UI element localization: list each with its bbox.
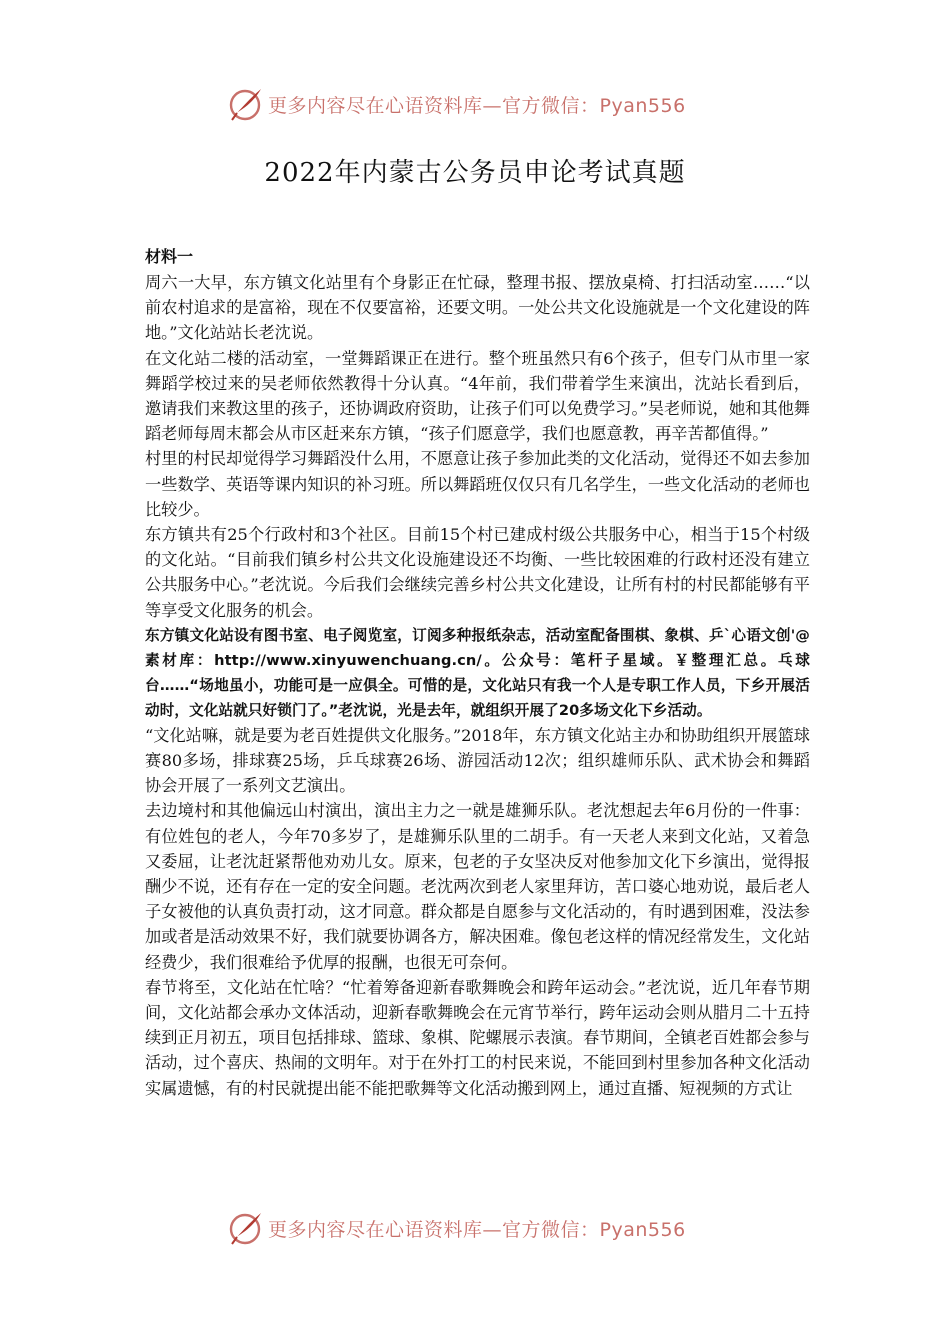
footer-banner bbox=[228, 1208, 686, 1248]
paragraph: 去边境村和其他偏远山村演出，演出主力之一就是雄狮乐队。老沈想起去年6月份的一件事：有位姓包的老人，今年70多岁了，是雄狮乐队里的二胡手。有一天老人来到文化站，又着急又委屈，让老沈赶紧帮他劝劝儿女。原来，包老的子女坚决反对他参加文化下乡演出，觉得报酬少不说，还有存在一定的安全问题。老沈两次到老人家里拜访，苦口婆心地劝说，最后老人子女被他的认真负责打动，这才同意。群众都是自愿参与文化活动的，有时遇到困难，没法参加或者是活动效果不好，我们就要协调各方，解决困难。像包老这样的情况经常发生，文化站经费少，我们很难给予优厚的报酬，也很无可奈何。 bbox=[145, 801, 810, 972]
paragraph-watermarked: 东方镇文化站设有图书室、电子阅览室，订阅多种报纸杂志，活动室配备围棋、象棋、乒`心语文创'@素材库：http://www.xinyuwenchuang.cn/。公众号：笔杆子星域。￥整理汇总。乓球台……“场地虽小，功能可是一应俱全。可惜的是，文化站只有我一个人是专职工作人员，下乡开展活动时，文化站就只好锁门了。”老沈说，光是去年，就组织开展了20多场文化下乡活动。 bbox=[145, 626, 810, 719]
paragraph: 在文化站二楼的活动室，一堂舞蹈课正在进行。整个班虽然只有6个孩子，但专门从市里一家舞蹈学校过来的吴老师依然教得十分认真。“4年前，我们带着学生来演出，沈站长看到后，邀请我们来教这里的孩子，还协调政府资助，让孩子们可以免费学习。”吴老师说，她和其他舞蹈老师每周末都会从市区赶来东方镇，“孩子们愿意学，我们也愿意教，再辛苦都值得。” bbox=[145, 348, 810, 444]
page-title: 2022年内蒙古公务员申论考试真题 bbox=[264, 158, 686, 188]
quill-logo-icon bbox=[228, 86, 264, 122]
banner-text: 更多内容尽在心语资料库—官方微信：Pyan556 bbox=[268, 94, 686, 117]
header-banner bbox=[228, 84, 686, 124]
section-heading: 材料一 bbox=[145, 247, 194, 266]
wechat-id: Pyan556 bbox=[599, 94, 686, 117]
wechat-id: Pyan556 bbox=[599, 1218, 686, 1241]
banner-text: 更多内容尽在心语资料库—官方微信：Pyan556 bbox=[268, 1218, 686, 1241]
paragraph: 东方镇共有25个行政村和3个社区。目前15个村已建成村级公共服务中心，相当于15个村级的文化站。“目前我们镇乡村公共文化设施建设还不均衡、一些比较困难的行政村还没有建立公共服务中心。”老沈说。今后我们会继续完善乡村公共文化建设，让所有村的村民都能够有平等享受文化服务的机会。 bbox=[145, 525, 810, 620]
paragraph: “文化站嘛，就是要为老百姓提供文化服务。”2018年，东方镇文化站主办和协助组织开展篮球赛80多场，排球赛25场，乒乓球赛26场、游园活动12次；组织雄师乐队、武术协会和舞蹈协会开展了一系列文艺演出。 bbox=[145, 725, 810, 796]
paragraph: 春节将至，文化站在忙啥？“忙着筹备迎新春歌舞晚会和跨年运动会。”老沈说，近几年春节期间，文化站都会承办文体活动，迎新春歌舞晚会在元宵节举行，跨年运动会则从腊月二十五持续到正月初五，项目包括排球、篮球、象棋、陀螺展示表演。春节期间，全镇老百姓都会参与活动，过个喜庆、热闹的文明年。对于在外打工的村民来说，不能回到村里参加各种文化活动实属遗憾，有的村民就提出能不能把歌舞等文化活动搬到网上，通过直播、短视频的方式让 bbox=[145, 977, 810, 1098]
quill-logo-icon bbox=[228, 1210, 264, 1246]
document-body bbox=[145, 245, 810, 1101]
paragraph: 村里的村民却觉得学习舞蹈没什么用，不愿意让孩子参加此类的文化活动，觉得还不如去参加一些数学、英语等课内知识的补习班。所以舞蹈班仅仅只有几名学生，一些文化活动的老师也比较少。 bbox=[145, 449, 810, 519]
paragraph: 周六一大早，东方镇文化站里有个身影正在忙碌，整理书报、摆放桌椅、打扫活动室……“以前农村追求的是富裕，现在不仅要富裕，还要文明。一处公共文化设施就是一个文化建设的阵地。”文化站站长老沈说。 bbox=[145, 273, 810, 343]
